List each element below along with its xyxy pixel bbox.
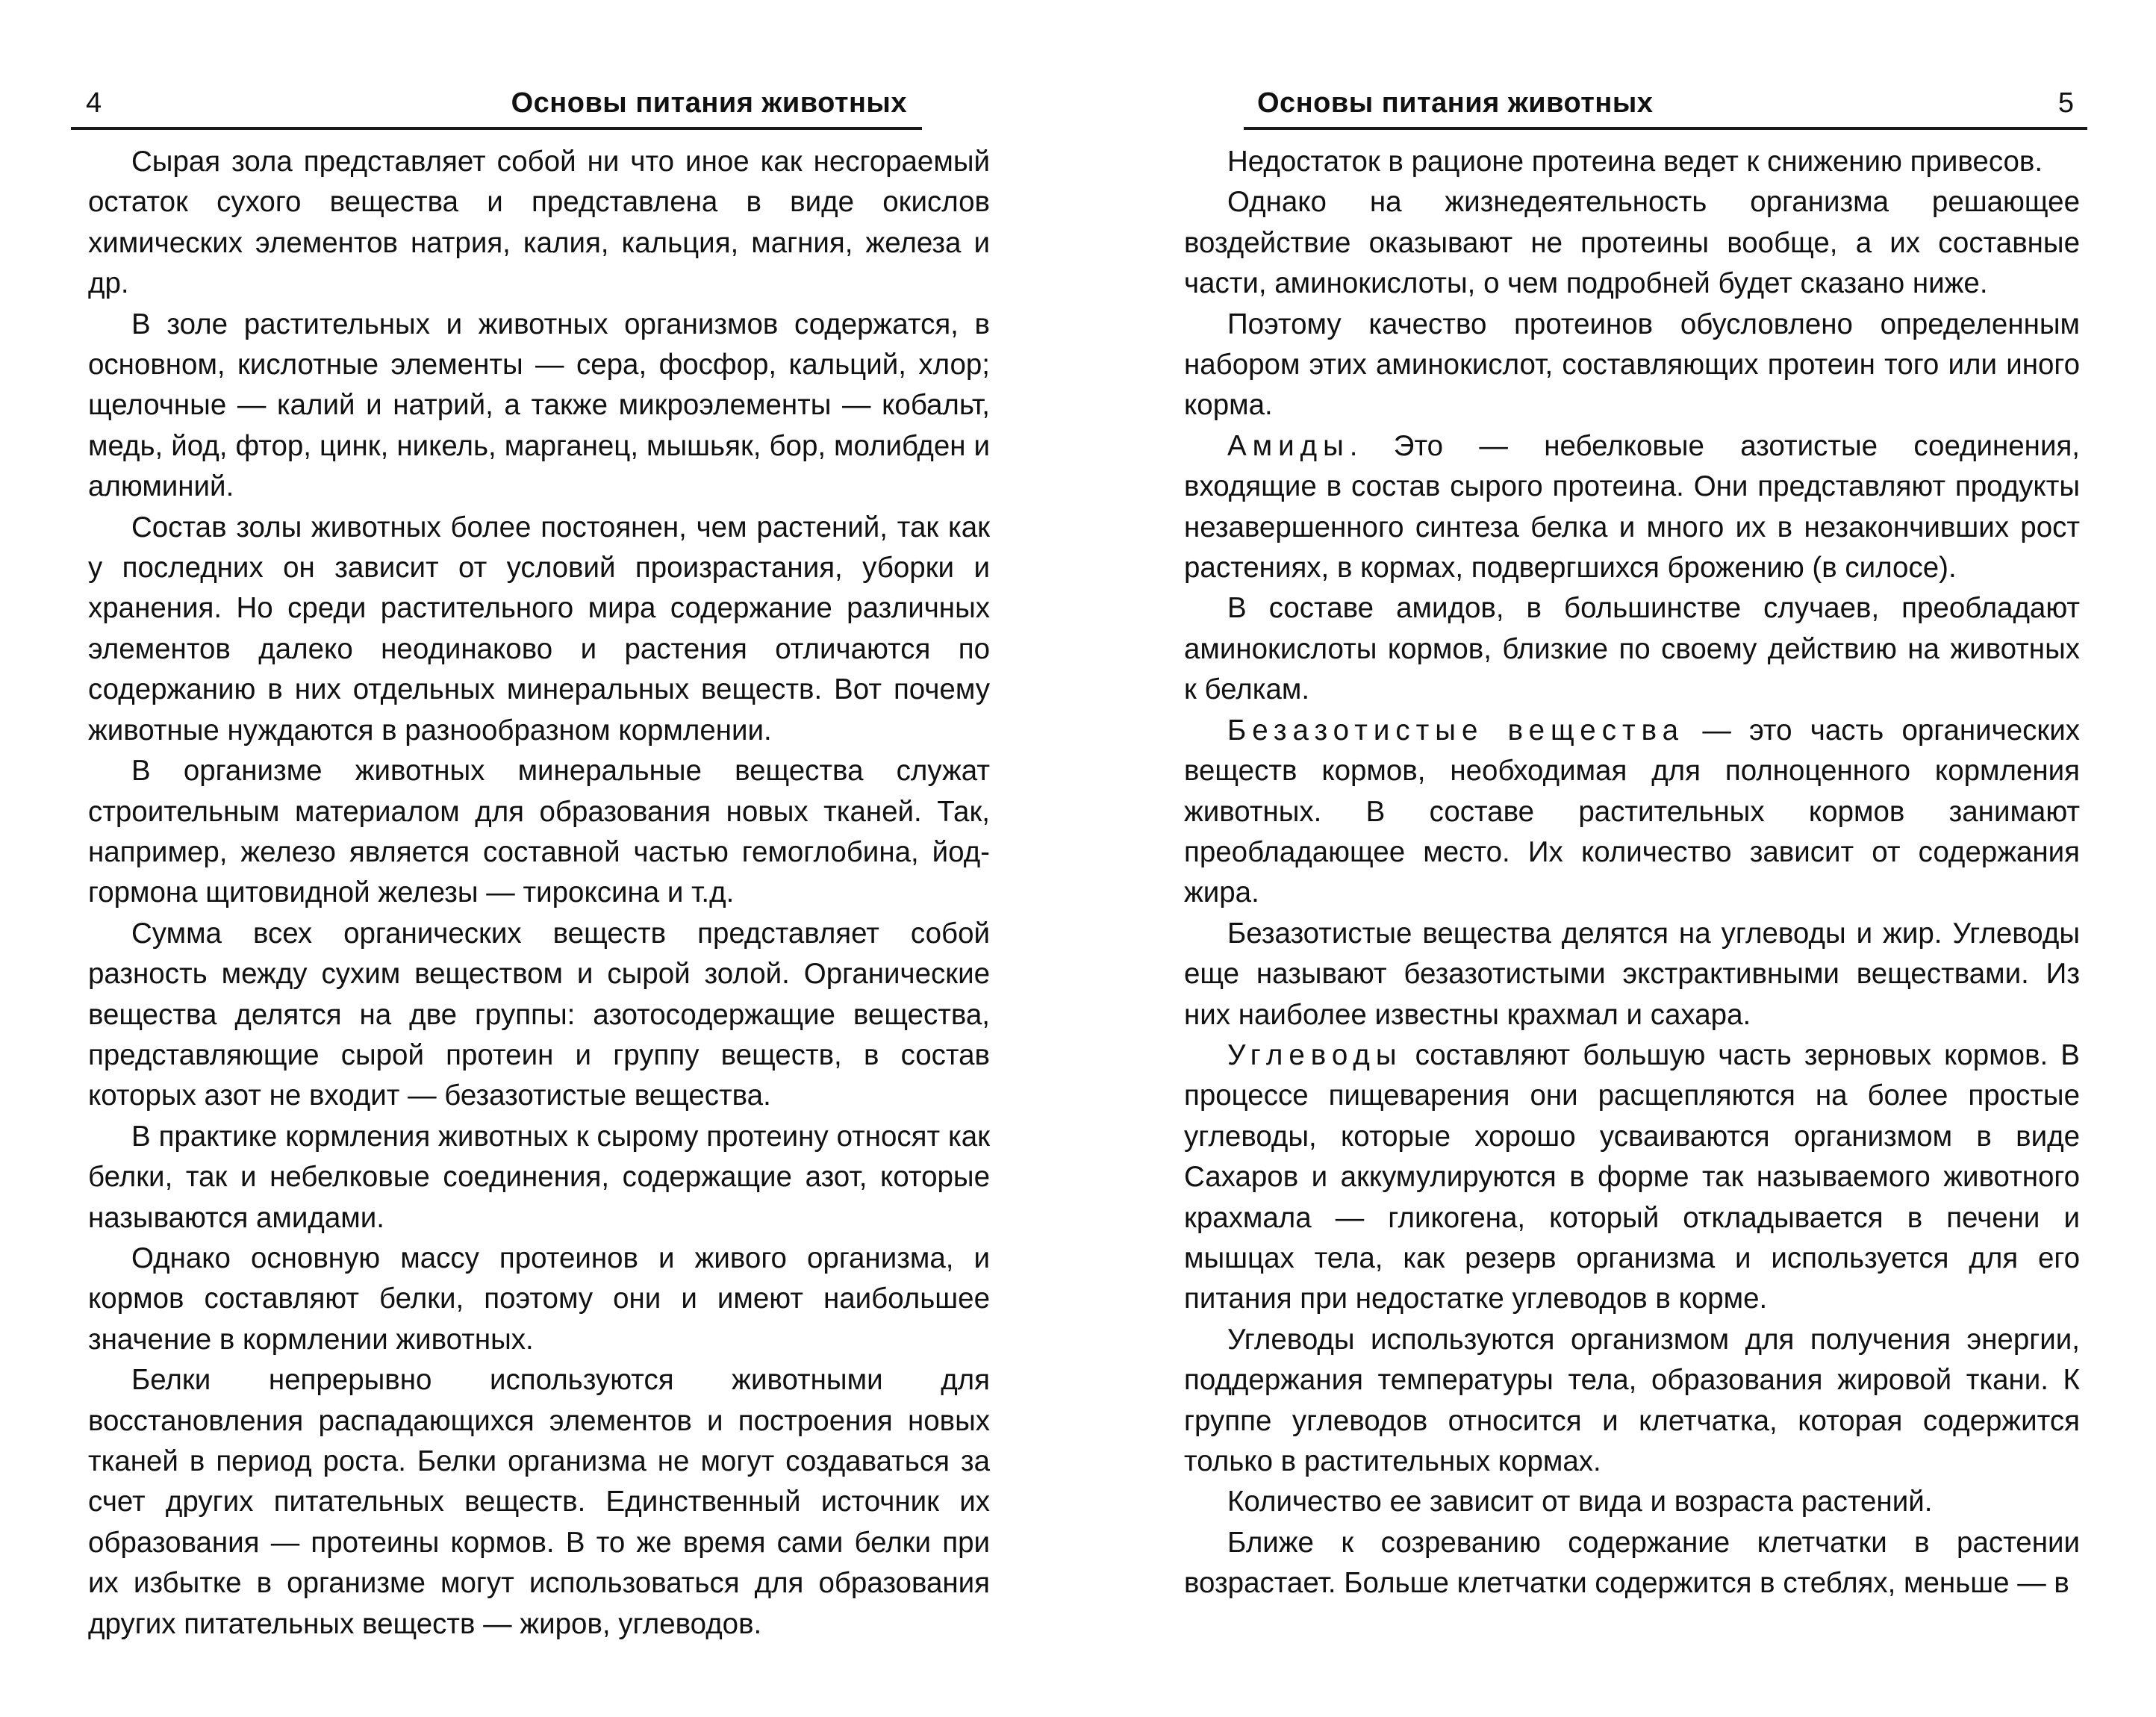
left-page-header <box>71 75 922 130</box>
paragraph: Однако на жизнедеятельность организма решающее воздействие оказывают не протеины вообще, а их составные части, аминокислоты, о чем подробней будет сказано ниже. <box>1184 186 2080 300</box>
paragraph: Однако основную массу протеинов и живого организма, и кормов составляют белки, поэтому они и имеют наибольшее значение в кормлении животных. <box>88 1241 990 1356</box>
running-title: Основы питания животных <box>1257 87 1654 119</box>
paragraph: В организме животных минеральные вещества служат строительным материалом для образования новых тканей. Так, например, железо является составной частью гемоглобина, йод-гормона щитовидной железы — тироксина и т.д. <box>88 755 990 909</box>
paragraph: В практике кормления животных к сырому протеину относят как белки, так и небелковые соединения, содержащие азот, которые называются амидами. <box>88 1120 990 1234</box>
paragraph: Количество ее зависит от вида и возраста растений. <box>1227 1486 1933 1518</box>
paragraph: Поэтому качество протеинов обусловлено определенным набором этих аминокислот, составляющих протеин того или иного корма. <box>1184 308 2080 422</box>
page-number: 4 <box>86 87 102 119</box>
left-page-body <box>88 142 990 1645</box>
paragraph: Углеводы составляют большую часть зерновых кормов. В процессе пищеварения они расщепляются на более простые углеводы, которые хорошо усваиваются организмом в виде Сахаров и аккумулируются в форме так называемого животного крахмала — гликогена, который откладывается в печени и мышцах тела, как резерв организма и используется для его питания при недостатке углеводов в корме. <box>1184 1038 2080 1315</box>
paragraph: Безазотистые вещества делятся на углеводы и жир. Углеводы еще называют безазотистыми экстрактивными веществами. Из них наиболее известны крахмал и сахара. <box>1184 917 2080 1031</box>
paragraph: В золе растительных и животных организмов содержатся, в основном, кислотные элементы — сера, фосфор, кальций, хлор; щелочные — калий и натрий, а также микроэлементы — кобальт, медь, йод, фтор, цинк, никель, марганец, мышьяк, бор, молибден и алюминий. <box>88 308 990 503</box>
term-lead: Безазотистые вещества <box>1227 714 1685 747</box>
paragraph: Углеводы используются организмом для получения энергии, поддержания температуры тела, образования жировой ткани. К группе углеводов относится и клетчатка, которая содержится только в растительных кормах. <box>1184 1323 2080 1477</box>
right-page-header <box>1244 75 2087 130</box>
right-page-body <box>1184 142 2080 1604</box>
paragraph: Белки непрерывно используются животными для восстановления распадающихся элементов и построения новых тканей в период роста. Белки организма не могут создаваться за счет других питательных веществ. Единственный источник их образования — протеины кормов. В то же время сами белки при их избытке в организме могут использоваться для образования других питательных веществ — жиров, углеводов. <box>88 1364 990 1640</box>
running-title: Основы питания животных <box>511 87 907 119</box>
paragraph: Ближе к созреванию содержание клетчатки в растении возрастает. Больше клетчатки содержится в стеблях, меньше — в <box>1184 1526 2080 1600</box>
paragraph: Сырая зола представляет собой ни что иное как несгораемый остаток сухого вещества и представлена в виде окислов химических элементов натрия, калия, кальция, магния, железа и др. <box>88 146 990 300</box>
term-lead: Амиды <box>1227 429 1350 462</box>
paragraph: Сумма всех органических веществ представляет собой разность между сухим веществом и сырой золой. Органические вещества делятся на две группы: азотосодержащие вещества, представляющие сырой протеин и группу веществ, в состав которых азот не входит — безазотистые вещества. <box>88 917 990 1112</box>
paragraph: Состав золы животных более постоянен, чем растений, так как у последних он зависит от условий произрастания, уборки и хранения. Но среди растительного мира содержание различных элементов далеко неодинаково и растения отличаются по содержанию в них отдельных минеральных веществ. Вот почему животные нуждаются в разнообразном кормлении. <box>88 511 990 747</box>
paragraph: Амиды. Это — небелковые азотистые соединения, входящие в состав сырого протеина. Они представляют продукты незавершенного синтеза белка и много их в незакончивших рост растениях, в кормах, подвергшихся брожению (в силосе). <box>1184 429 2080 585</box>
page-number: 5 <box>2057 87 2074 119</box>
paragraph: В составе амидов, в большинстве случаев, преобладают аминокислоты кормов, близкие по своему действию на животных к белкам. <box>1184 592 2080 706</box>
paragraph: Безазотистые вещества — это часть органических веществ кормов, необходимая для полноценного кормления животных. В составе растительных кормов занимают преобладающее место. Их количество зависит от содержания жира. <box>1184 714 2080 909</box>
paragraph: Недостаток в рационе протеина ведет к снижению привесов. <box>1227 146 2043 178</box>
term-lead: Углеводы <box>1227 1038 1403 1071</box>
right-page <box>1078 0 2156 1717</box>
